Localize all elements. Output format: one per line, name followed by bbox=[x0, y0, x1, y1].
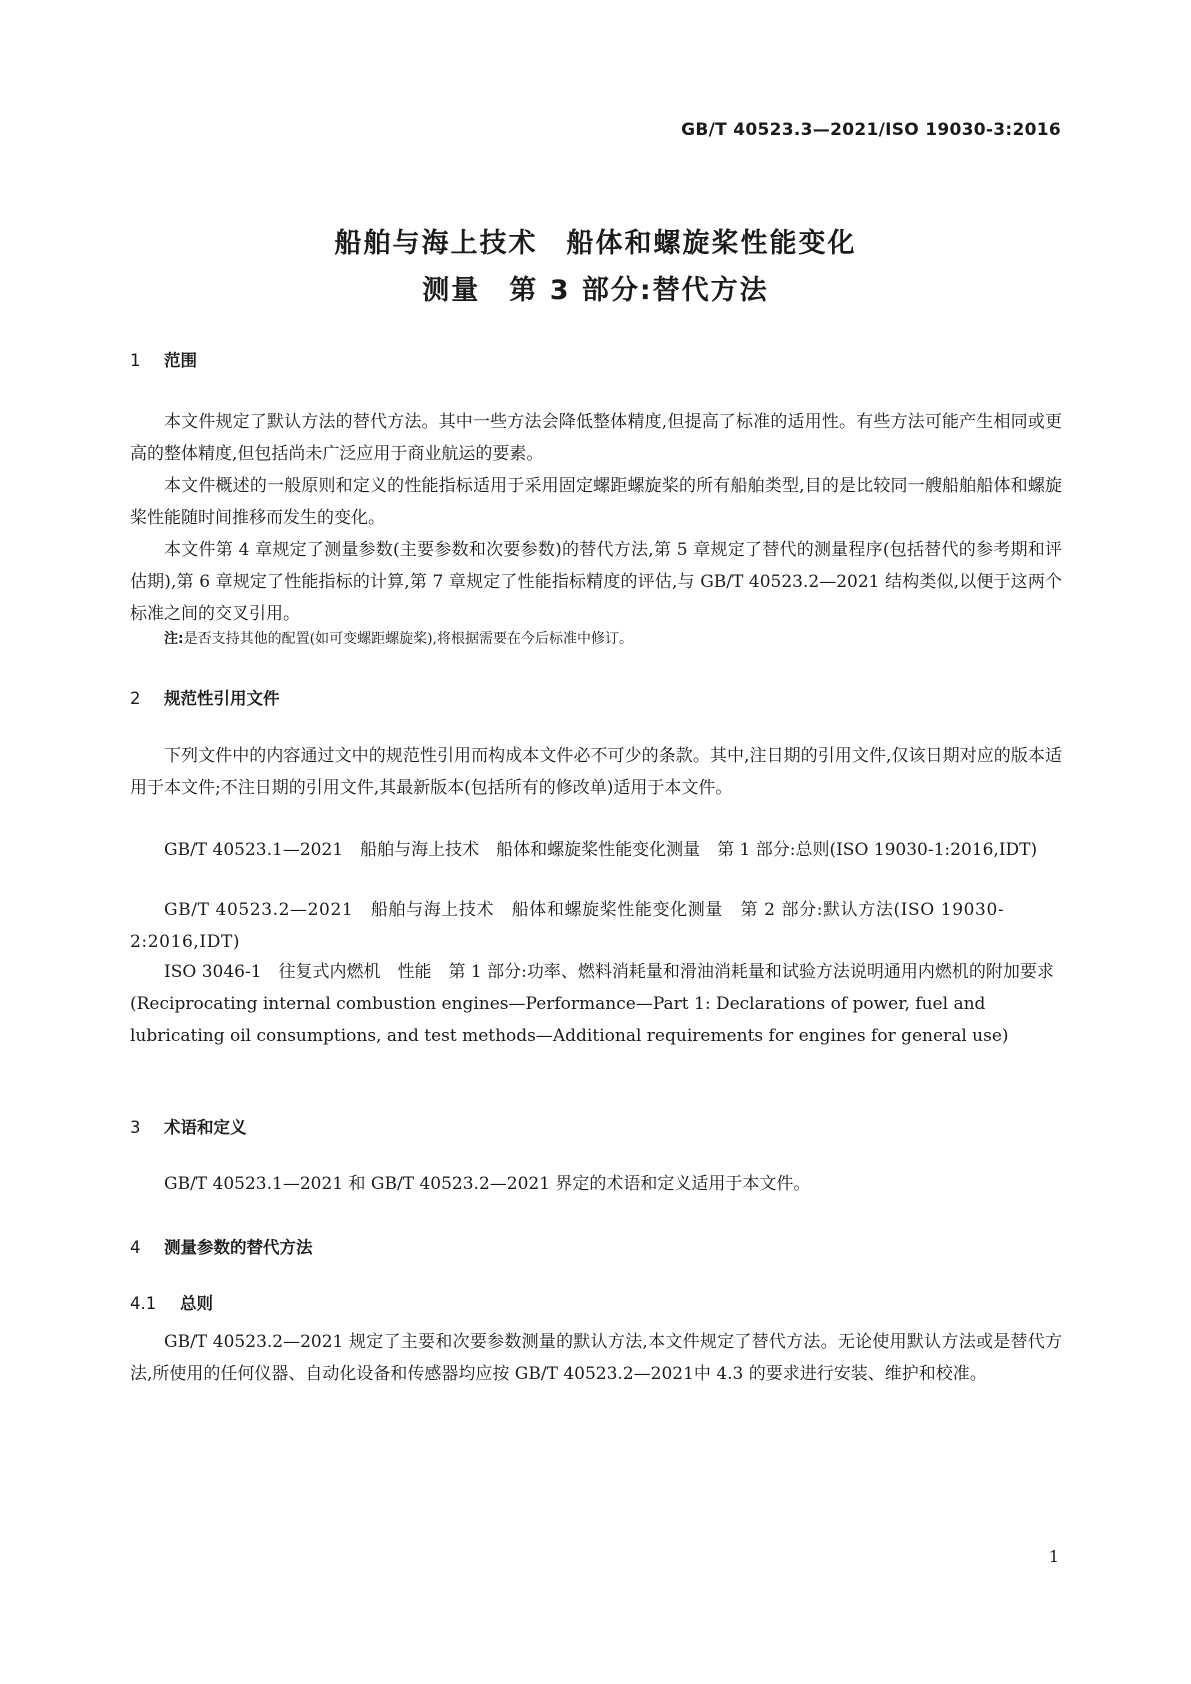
section-title: 规范性引用文件 bbox=[164, 689, 280, 708]
section-1-heading bbox=[130, 347, 197, 371]
section-number: 3 bbox=[130, 1118, 141, 1137]
section-number: 2 bbox=[130, 689, 141, 708]
paragraph: 下列文件中的内容通过文中的规范性引用而构成本文件必不可少的条款。其中,注日期的引用文件,仅该日期对应的版本适用于本文件;不注日期的引用文件,其最新版本(包括所有的修改单)适用于本文件。 bbox=[130, 746, 1062, 798]
paragraph: GB/T 40523.2—2021 规定了主要和次要参数测量的默认方法,本文件规定了替代方法。无论使用默认方法或是替代方法,所使用的任何仪器、自动化设备和传感器均应按 GB/T 40523.2—2021中 4.3 的要求进行安装、维护和校准。 bbox=[130, 1332, 1062, 1384]
paragraph: GB/T 40523.1—2021 和 GB/T 40523.2—2021 界定的术语和定义适用于本文件。 bbox=[164, 1174, 811, 1194]
page-number: 1 bbox=[1048, 1547, 1059, 1566]
section-2-heading bbox=[130, 685, 280, 709]
subsection-4-1-heading bbox=[130, 1290, 213, 1314]
subsection-title: 总则 bbox=[180, 1294, 213, 1313]
normative-reference: GB/T 40523.2—2021 船舶与海上技术 船体和螺旋桨性能变化测量 第 2 部分:默认方法(ISO 19030-2:2016,IDT) bbox=[130, 900, 1005, 952]
section-4-heading bbox=[130, 1234, 313, 1258]
section-title: 范围 bbox=[164, 351, 197, 370]
paragraph: 本文件第 4 章规定了测量参数(主要参数和次要参数)的替代方法,第 5 章规定了替代的测量程序(包括替代的参考期和评估期),第 6 章规定了性能指标的计算,第 7 章规定了性能指标精度的评估,与 GB/T 40523.2—2021 结构类似,以便于这两个标准之间的交叉引用。 bbox=[130, 540, 1062, 624]
section-title: 测量参数的替代方法 bbox=[164, 1238, 313, 1257]
section-number: 1 bbox=[130, 351, 141, 370]
normative-reference: ISO 3046-1 往复式内燃机 性能 第 1 部分:功率、燃料消耗量和滑油消耗量和试验方法说明通用内燃机的附加要求(Reciprocating internal combustion engines—Performance—Part 1: Declarations of power, fuel and lubricating oil consumptions, and test methods—Additional requirements for engines for general use) bbox=[130, 962, 1054, 1046]
paragraph: 本文件概述的一般原则和定义的性能指标适用于采用固定螺距螺旋桨的所有船舶类型,目的是比较同一艘船舶船体和螺旋桨性能随时间推移而发生的变化。 bbox=[130, 476, 1062, 528]
subsection-number: 4.1 bbox=[130, 1294, 157, 1313]
note bbox=[164, 628, 633, 650]
standard-code: GB/T 40523.3—2021/ISO 19030-3:2016 bbox=[681, 120, 1061, 140]
normative-reference: GB/T 40523.1—2021 船舶与海上技术 船体和螺旋桨性能变化测量 第 1 部分:总则(ISO 19030-1:2016,IDT) bbox=[164, 840, 1038, 860]
section-3-heading bbox=[130, 1114, 247, 1138]
document-title-line-2: 测量 第 3 部分:替代方法 bbox=[422, 275, 769, 306]
note-text: 是否支持其他的配置(如可变螺距螺旋桨),将根据需要在今后标准中修订。 bbox=[183, 631, 633, 647]
paragraph: 本文件规定了默认方法的替代方法。其中一些方法会降低整体精度,但提高了标准的适用性。有些方法可能产生相同或更高的整体精度,但包括尚未广泛应用于商业航运的要素。 bbox=[130, 412, 1062, 464]
section-title: 术语和定义 bbox=[164, 1118, 247, 1137]
note-label: 注: bbox=[164, 631, 184, 647]
document-title-line-1: 船舶与海上技术 船体和螺旋桨性能变化 bbox=[334, 228, 857, 259]
section-number: 4 bbox=[130, 1238, 141, 1257]
